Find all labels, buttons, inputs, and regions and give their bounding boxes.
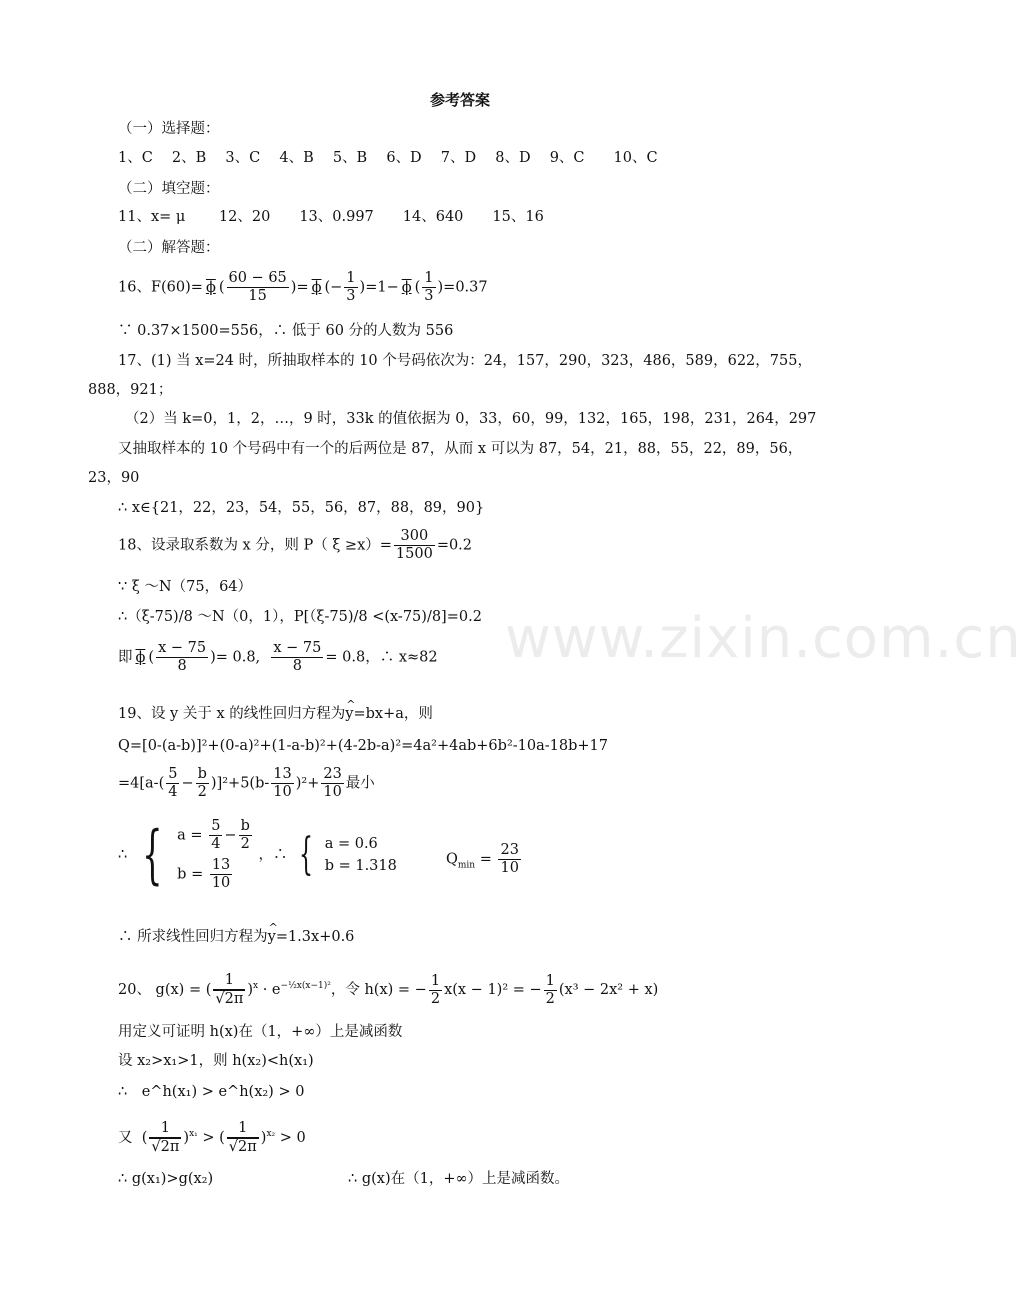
- q18-line-4: 即 ϕ ( $\frac{x - 75}{8}$ )= 0.8, $\frac{x - 75}{8}$ = 0.8，∴ x≈82: [118, 640, 438, 674]
- q18-line-1: 18、设录取系数为 x 分，则 P（ ξ ≥x）= $\frac{300}{1500}$ =0.2: [118, 528, 473, 562]
- q20-line-6b: ∴ g(x)在（1，+∞）上是减函数。: [348, 1171, 570, 1187]
- q16-formula: 16、F(60)= ϕ ( $\frac{60 - 65}{15}$ )= ϕ (− $\frac{1}{3}$ )=1− ϕ ( $\frac{1}{3}$ )=0.37: [118, 270, 488, 304]
- q20-line-1: 20、 g(x) = ( $\frac{1}{√2\pi}$ )$^x \cdot e^{-\frac{1}{2}x(x-1)^2}$，令 h(x) = − $\frac{1}{2}$ x(x − 1)² = − $\frac{1}{2}$ (x³ − 2x² + x): [118, 972, 659, 1007]
- q20-line-5: 又 ( $\frac{1}{√2\pi}$ )$^{x_1}$ > ( $\frac{1}{√2\pi}$ )$^{x_2}$ > 0: [118, 1120, 306, 1155]
- q20-line-2: 用定义可证明 h(x)在（1，+∞）上是减函数: [118, 1024, 403, 1040]
- q20-line-4: ∴ e^h(x₁) > e^h(x₂) > 0: [118, 1084, 305, 1100]
- q17-line-5: 23，90: [88, 470, 140, 486]
- q19-qmin: $Q_{min}$ = $\frac{23}{10}$: [446, 842, 519, 876]
- choice-answers: 1、C 2、B 3、C 4、B 5、B 6、D 7、D 8、D 9、C 10、C: [118, 150, 658, 166]
- q19-line-2: Q=[0-(a-b)]²+(0-a)²+(1-a-b)²+(4-2b-a)²=4a²+4ab+6b²-10a-18b+17: [118, 738, 608, 754]
- q19-final: ∴ 所求线性回归方程为^ y=1.3x+0.6: [118, 928, 354, 946]
- q20-line-6a: ∴ g(x₁)>g(x₂): [118, 1171, 214, 1187]
- q17-line-6: ∴ x∈{21，22，23，54，55，56，87，88，89，90}: [118, 500, 485, 516]
- watermark: www.zixin.com.cn: [505, 606, 1022, 671]
- section-choice-heading: （一）选择题：: [118, 121, 220, 137]
- q17-line-3: （2）当 k=0，1，2，…，9 时，33k 的值依据为 0，33，60，99，132，165，198，231，264，297: [125, 411, 817, 427]
- q17-line-2: 888，921；: [88, 382, 173, 398]
- q20-line-3: 设 x₂>x₁>1，则 h(x₂)<h(x₁): [118, 1053, 314, 1069]
- section-fill-heading: （二）填空题：: [118, 181, 220, 197]
- page-title: 参考答案: [430, 91, 491, 109]
- q19-system: ∴ { a = $\frac{5}{4}$ − $\frac{b}{2}$ b = $\frac{13}{10}$ ，∴ { a = 0.6 b = 1.318: [118, 818, 397, 892]
- q19-line-3: =4[a-( $\frac{5}{4}$ − $\frac{b}{2}$ )]²+5(b- $\frac{13}{10}$ )²+ $\frac{23}{10}$ 最小: [118, 766, 375, 800]
- q16-conclusion: ∵ 0.37×1500=556，∴ 低于 60 分的人数为 556: [118, 323, 454, 339]
- q17-line-4: 又抽取样本的 10 个号码中有一个的后两位是 87，从而 x 可以为 87，54，21，88，55，22，89，56，: [118, 441, 803, 457]
- q19-line-1: 19、设 y 关于 x 的线性回归方程为^ y=bx+a，则: [118, 705, 433, 723]
- q17-line-1: 17、(1) 当 x=24 时，所抽取样本的 10 个号码依次为：24，157，290，323，486，589，622，755，: [118, 353, 812, 369]
- q18-line-2: ∵ ξ ～N（75，64）: [118, 579, 253, 595]
- section-solve-heading: （二）解答题：: [118, 240, 220, 256]
- q18-line-3: ∴（ξ-75)/8 ～N（0，1），P[（ξ-75)/8 <(x-75)/8]=0.2: [118, 609, 482, 625]
- fill-answers: 11、x= μ 12、20 13、0.997 14、640 15、16: [118, 209, 544, 225]
